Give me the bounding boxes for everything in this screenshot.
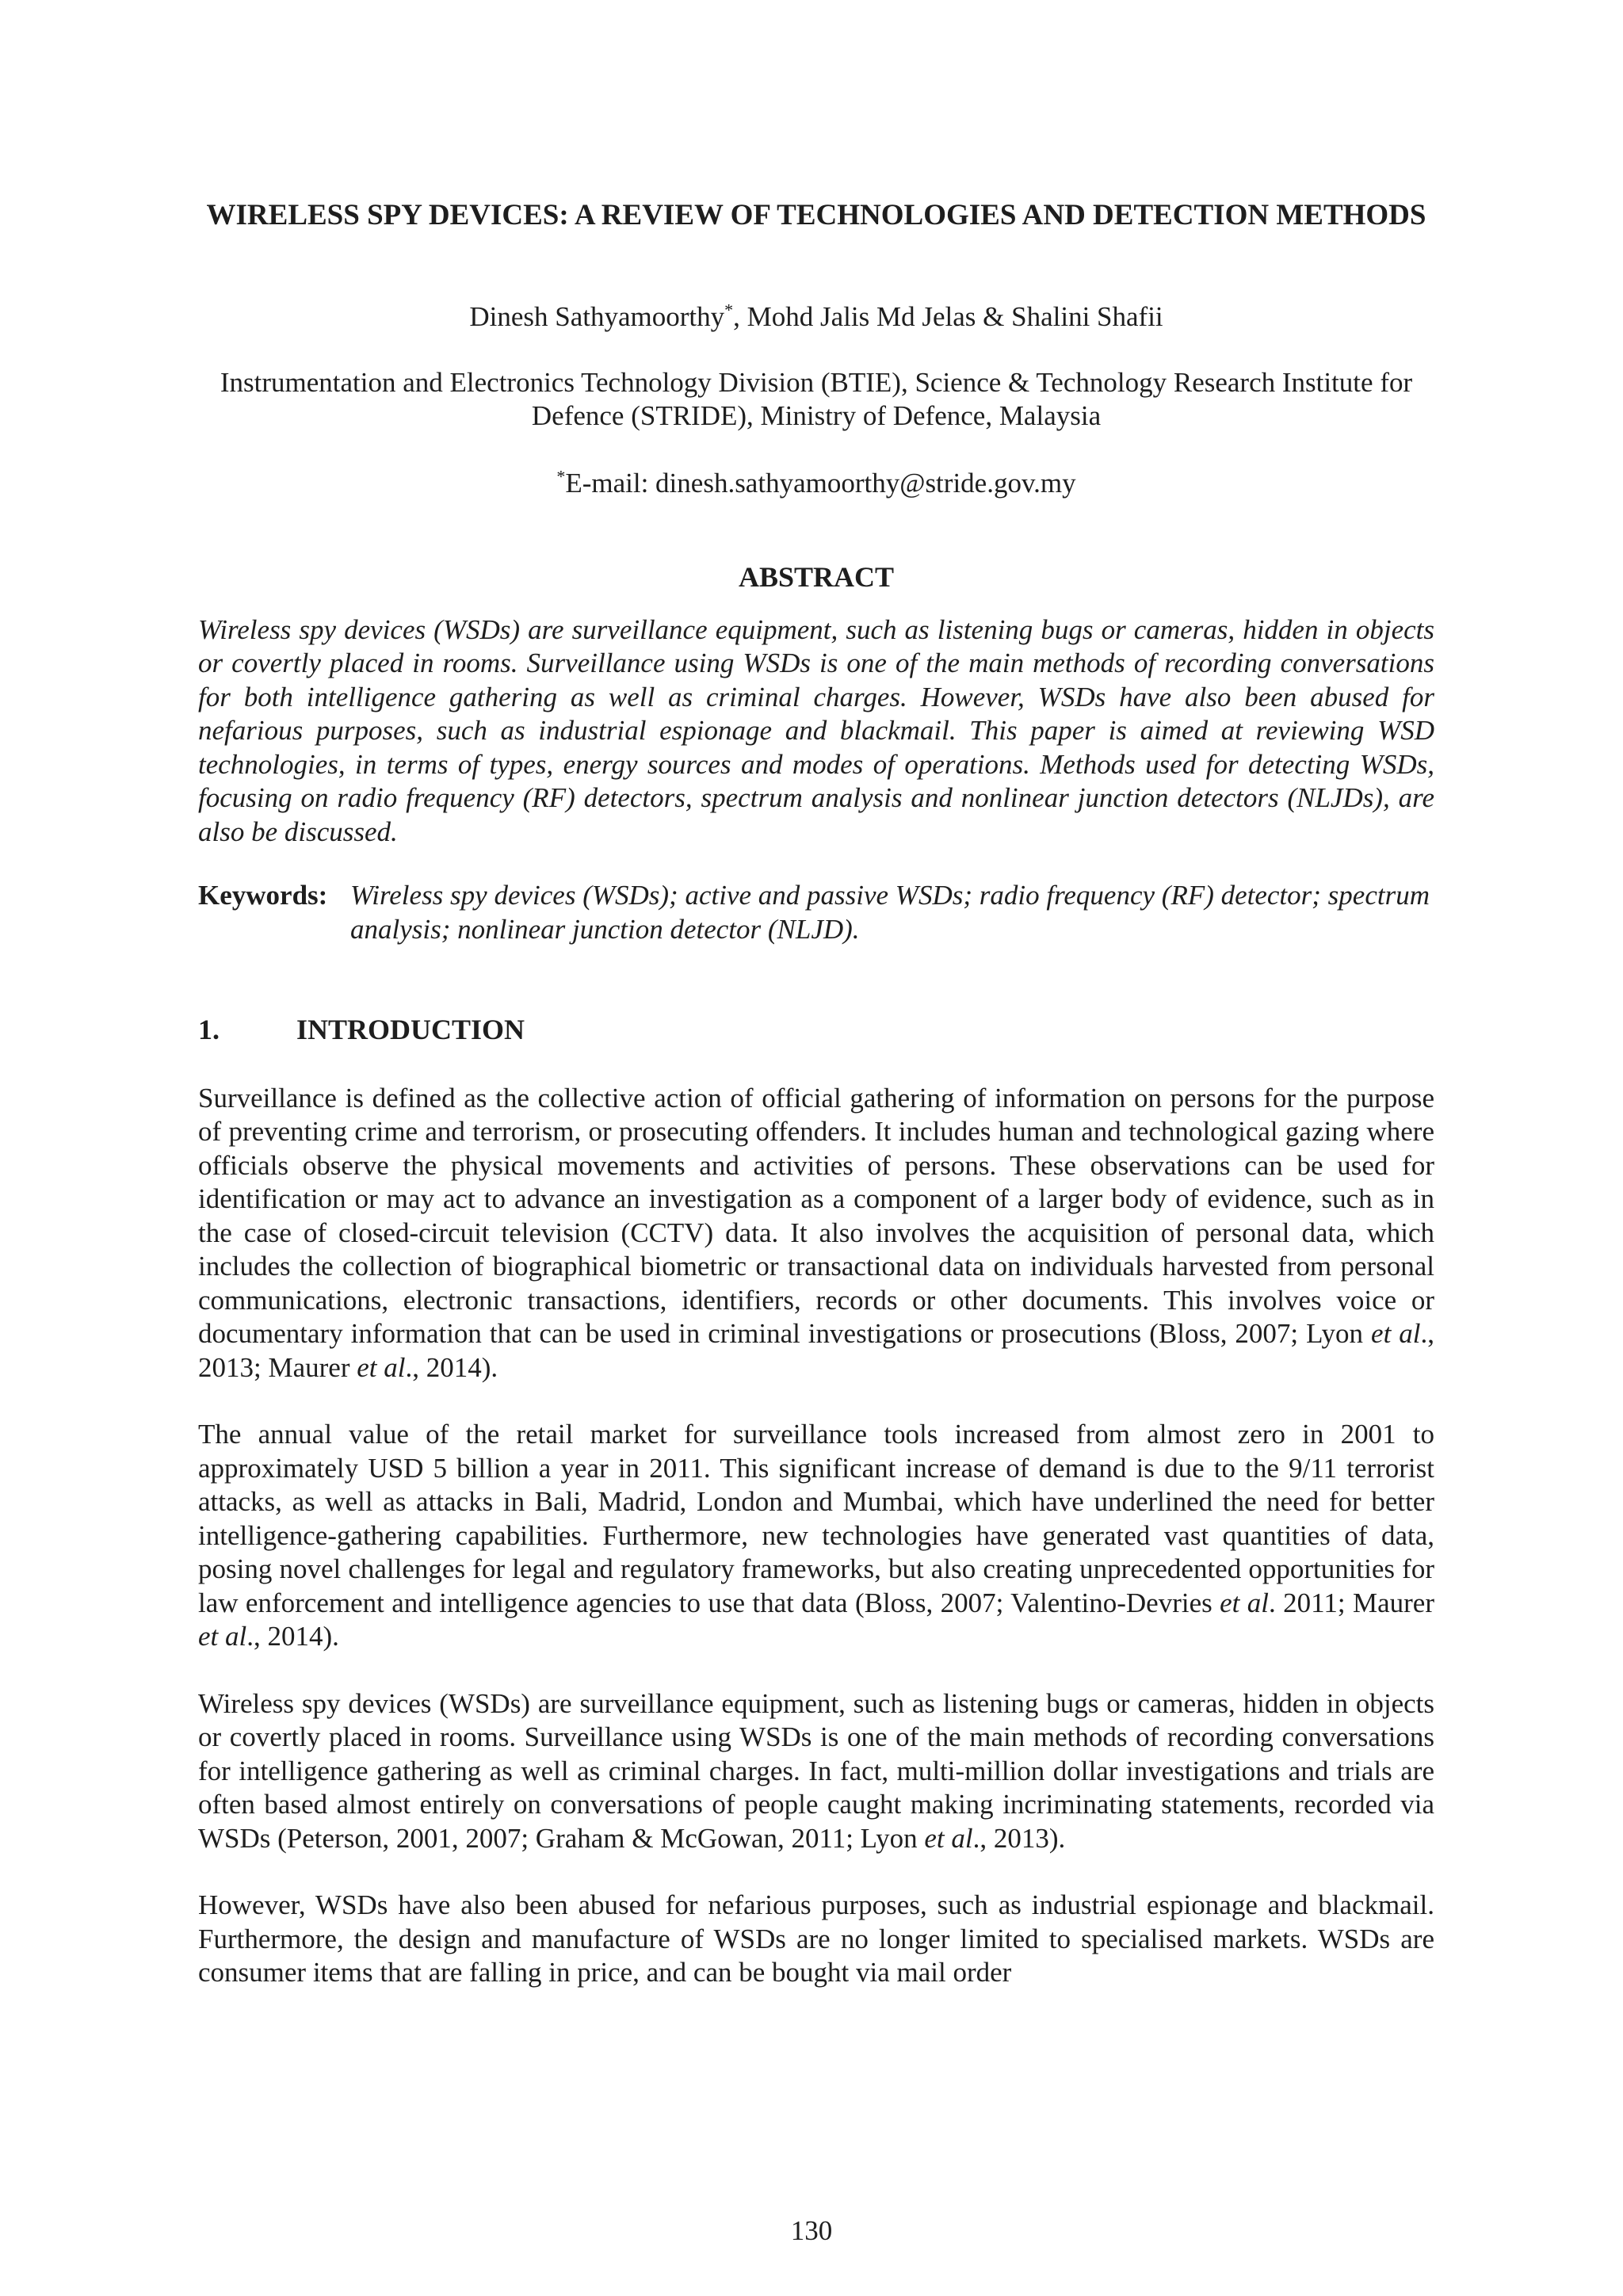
corresponding-author-mark: * <box>724 300 734 320</box>
paragraph-text: ., 2013; Maurer <box>198 1318 1434 1383</box>
citation-etal: et al <box>924 1822 973 1854</box>
page-content <box>198 197 1434 1990</box>
citation-etal: et al <box>198 1621 247 1652</box>
paragraph-text: Wireless spy devices (WSDs) are surveillance equipment, such as listening bugs or cameras, hidden in objects or covertly placed in rooms. Surveillance using WSDs is one of the main methods of recording conversations for intelligence gathering as well as criminal charges. In fact, multi-million dollar investigations and trials are often based almost entirely on conversations of people caught making incriminating statements, recorded via WSDs (Peterson, 2001, 2007; Graham & McGowan, 2011; Lyon <box>198 1687 1434 1854</box>
keywords-text: Wireless spy devices (WSDs); active and passive WSDs; radio frequency (RF) detector; spectrum analysis; nonlinear junction detector (NLJD). <box>350 880 1430 945</box>
intro-paragraph-4: However, WSDs have also been abused for nefarious purposes, such as industrial espionage and blackmail. Furthermore, the design and manufacture of WSDs are no longer limited to specialised markets. WSDs are consumer items that are falling in price, and can be bought via mail order <box>198 1889 1434 1988</box>
page-number: 130 <box>790 2215 833 2246</box>
abstract-text: Wireless spy devices (WSDs) are surveillance equipment, such as listening bugs or cameras, hidden in objects or covertly placed in rooms. Surveillance using WSDs is one of the main methods of recording conversations for both intelligence gathering as well as criminal charges. However, WSDs have also been abused for nefarious purposes, such as industrial espionage and blackmail. This paper is aimed at reviewing WSD technologies, in terms of types, energy sources and modes of operations. Methods used for detecting WSDs, focusing on radio frequency (RF) detectors, spectrum analysis and nonlinear junction detectors (NLJDs), are also be discussed. <box>198 613 1434 847</box>
abstract-heading: ABSTRACT <box>738 561 895 593</box>
email-text: E-mail: dinesh.sathyamoorthy@stride.gov.my <box>565 467 1076 499</box>
keywords-label: Keywords: <box>198 880 328 911</box>
first-author: Dinesh Sathyamoorthy <box>469 301 725 332</box>
paragraph-text: ., 2014). <box>405 1351 498 1383</box>
citation-etal: et al <box>357 1351 406 1383</box>
citation-etal: et al <box>1371 1318 1421 1349</box>
paragraph-text: Surveillance is defined as the collective action of official gathering of information on persons for the purpose of preventing crime and terrorism, or prosecuting offenders. It includes human and technological gazing where officials observe the physical movements and activities of persons. These observations can be used for identification or may act to advance an investigation as a component of a larger body of evidence, such as in the case of closed-circuit television (CCTV) data. It also involves the acquisition of personal data, which includes the collection of biographical biometric or transactional data on individuals harvested from personal communications, electronic transactions, identifiers, records or other documents. This involves voice or documentary information that can be used in criminal investigations or prosecutions (Bloss, 2007; Lyon <box>198 1082 1434 1349</box>
citation-etal: et al <box>1220 1587 1270 1618</box>
paragraph-text: The annual value of the retail market for surveillance tools increased from almost zero in 2001 to approximately USD 5 billion a year in 2011. This significant increase of demand is due to the 9/11 terrorist attacks, as well as attacks in Bali, Madrid, London and Mumbai, which have underlined the need for better intelligence-gathering capabilities. Furthermore, new technologies have generated vast quantities of data, posing novel challenges for legal and regulatory frameworks, but also creating unprecedented opportunities for law enforcement and intelligence agencies to use that data (Bloss, 2007; Valentino-Devries <box>198 1419 1434 1618</box>
other-authors: , Mohd Jalis Md Jelas & Shalini Shafii <box>733 301 1163 332</box>
intro-paragraph-2 <box>198 1418 1434 1654</box>
keywords <box>198 879 1434 946</box>
section-heading-introduction <box>198 1013 1434 1047</box>
affiliation: Instrumentation and Electronics Technology Division (BTIE), Science & Technology Research Institute for Defence (STRIDE), Ministry of Defence, Malaysia <box>220 366 1413 431</box>
intro-paragraph-1 <box>198 1082 1434 1385</box>
paragraph-text: ., 2013). <box>972 1822 1066 1854</box>
email-mark: * <box>556 465 566 486</box>
paragraph-text: ., 2014). <box>246 1621 339 1652</box>
section-title: INTRODUCTION <box>296 1014 525 1045</box>
author-line <box>198 300 1434 334</box>
intro-paragraph-3 <box>198 1687 1434 1856</box>
contact-email <box>198 467 1434 501</box>
paper-title: WIRELESS SPY DEVICES: A REVIEW OF TECHNOLOGIES AND DETECTION METHODS <box>206 199 1426 231</box>
paragraph-text: . 2011; Maurer <box>1269 1587 1434 1618</box>
section-number: 1. <box>198 1014 220 1045</box>
